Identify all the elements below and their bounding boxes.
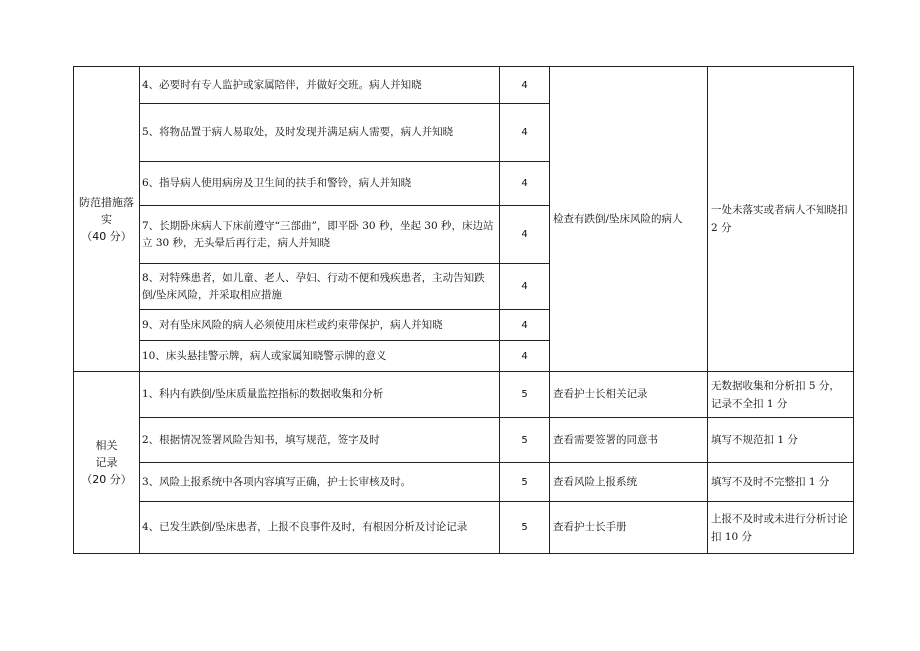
- item-cell: 5、将物品置于病人易取处，及时发现并满足病人需要，病人并知晓: [140, 104, 500, 162]
- item-cell: 9、对有坠床风险的病人必须使用床栏或约束带保护，病人并知晓: [140, 310, 500, 341]
- item-cell: 4、已发生跌倒/坠床患者，上报不良事件及时，有根因分析及讨论记录: [140, 502, 500, 554]
- score-cell: 5: [500, 372, 550, 418]
- category-points: （40 分）: [81, 229, 132, 243]
- table-row: [74, 502, 854, 554]
- item-cell: 6、指导病人使用病房及卫生间的扶手和警铃，病人并知晓: [140, 162, 500, 206]
- score-cell: 4: [500, 341, 550, 372]
- category-label: 防范措施落实: [79, 195, 134, 226]
- method-cell: 查看护士长手册: [550, 502, 708, 554]
- score-cell: 4: [500, 310, 550, 341]
- item-cell: 10、床头悬挂警示牌，病人或家属知晓警示牌的意义: [140, 341, 500, 372]
- score-cell: 4: [500, 162, 550, 206]
- method-cell: 检查有跌倒/坠床风险的病人: [550, 67, 708, 372]
- item-cell: 8、对特殊患者，如儿童、老人、孕妇、行动不便和残疾患者，主动告知跌倒/坠床风险，并采取相应措施: [140, 264, 500, 310]
- score-cell: 5: [500, 463, 550, 502]
- method-cell: 查看需要签署的同意书: [550, 418, 708, 463]
- deduction-cell: 上报不及时或未进行分析讨论扣 10 分: [708, 502, 854, 554]
- category-label: 记录: [95, 456, 118, 469]
- item-cell: 7、长期卧床病人下床前遵守“三部曲”，即平卧 30 秒，坐起 30 秒，床边站立 30 秒，无头晕后再行走，病人并知晓: [140, 206, 500, 264]
- category-points: （20 分）: [81, 473, 132, 486]
- table-row: [74, 372, 854, 418]
- deduction-cell: 填写不规范扣 1 分: [708, 418, 854, 463]
- score-cell: 4: [500, 67, 550, 104]
- deduction-cell: 一处未落实或者病人不知晓扣 2 分: [708, 67, 854, 372]
- method-cell: 查看护士长相关记录: [550, 372, 708, 418]
- score-cell: 4: [500, 264, 550, 310]
- score-cell: 5: [500, 502, 550, 554]
- item-cell: 3、风险上报系统中各项内容填写正确，护士长审核及时。: [140, 463, 500, 502]
- table-row: [74, 418, 854, 463]
- evaluation-table: [73, 66, 854, 554]
- item-cell: 1、科内有跌倒/坠床质量监控指标的数据收集和分析: [140, 372, 500, 418]
- table-row: [74, 67, 854, 104]
- score-cell: 4: [500, 104, 550, 162]
- deduction-cell: 填写不及时不完整扣 1 分: [708, 463, 854, 502]
- score-cell: 4: [500, 206, 550, 264]
- method-cell: 查看风险上报系统: [550, 463, 708, 502]
- score-cell: 5: [500, 418, 550, 463]
- deduction-cell: 无数据收集和分析扣 5 分，记录不全扣 1 分: [708, 372, 854, 418]
- item-cell: 4、必要时有专人监护或家属陪伴，并做好交班。病人并知晓: [140, 67, 500, 104]
- category-cell: [74, 67, 140, 372]
- category-label: 相关: [95, 439, 118, 452]
- category-cell: [74, 372, 140, 554]
- item-cell: 2、根据情况签署风险告知书，填写规范，签字及时: [140, 418, 500, 463]
- table-row: [74, 463, 854, 502]
